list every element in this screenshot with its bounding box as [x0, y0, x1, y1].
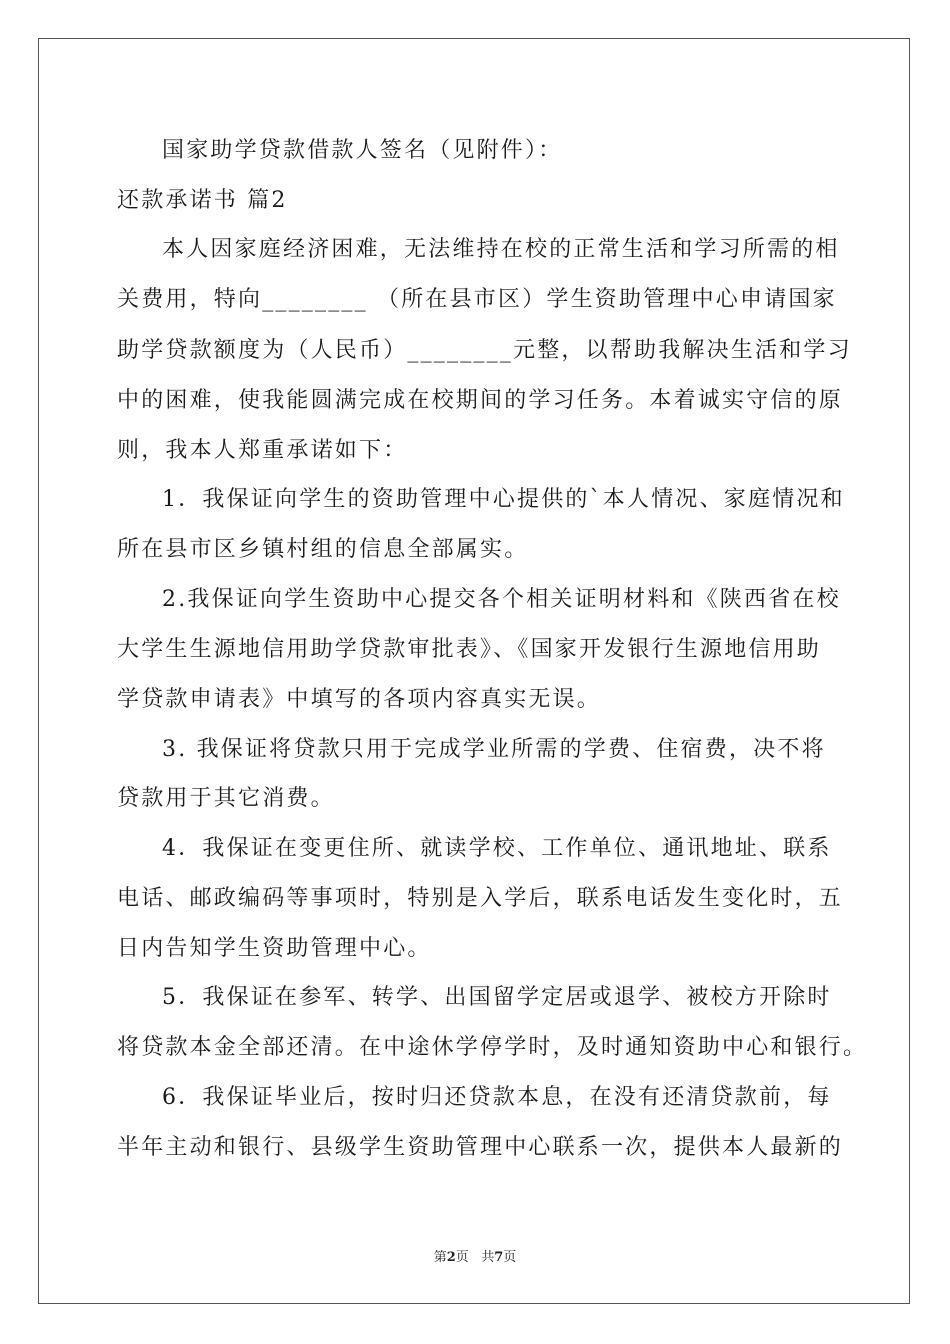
page-footer [0, 1246, 950, 1265]
paragraph-line: 日内告知学生资助管理中心。 [117, 936, 432, 961]
paragraph-line: 学贷款申请表》中填写的各项内容真实无误。 [117, 687, 602, 712]
paragraph-line: 本人因家庭经济困难，无法维持在校的正常生活和学习所需的相 [162, 237, 840, 262]
signature-line: 国家助学贷款借款人签名（见附件）： [162, 138, 563, 163]
paragraph-line: 6．我保证毕业后，按时归还贷款本息，在没有还清贷款前，每 [162, 1085, 832, 1110]
page-border [38, 38, 910, 1304]
page-prefix: 第 [433, 1250, 447, 1265]
paragraph-line: 所在县市区乡镇村组的信息全部属实。 [117, 537, 529, 562]
paragraph-line: 半年主动和银行、县级学生资助管理中心联系一次，提供本人最新的 [117, 1135, 844, 1160]
total-prefix: 共 [481, 1250, 495, 1265]
paragraph-line: 2.我保证向学生资助中心提交各个相关证明材料和《陕西省在校 [162, 587, 841, 612]
paragraph-line: 贷款用于其它消费。 [117, 786, 335, 811]
total-suffix: 页 [503, 1250, 517, 1265]
paragraph-line: 将贷款本金全部还清。在中途休学停学时，及时通知资助中心和银行。 [117, 1035, 868, 1060]
paragraph-line: 中的困难，使我能圆满完成在校期间的学习任务。本着诚实守信的原 [117, 388, 844, 413]
paragraph-line: 关费用，特向________ （所在县市区）学生资助管理中心申请国家 [117, 287, 837, 312]
total-pages: 7 [494, 1250, 504, 1265]
paragraph-line: 电话、邮政编码等事项时，特别是入学后，联系电话发生变化时，五 [117, 886, 844, 911]
paragraph-line: 助学贷款额度为（人民币）________元整，以帮助我解决生活和学习 [117, 338, 852, 363]
paragraph-line: 5．我保证在参军、转学、出国留学定居或退学、被校方开除时 [162, 985, 832, 1010]
page-number: 2 [446, 1250, 456, 1265]
paragraph-line: 1．我保证向学生的资助管理中心提供的`本人情况、家庭情况和 [162, 487, 845, 512]
paragraph-line: 3. 我保证将贷款只用于完成学业所需的学费、住宿费，决不将 [162, 737, 826, 762]
paragraph-line: 大学生生源地信用助学贷款审批表》、《国家开发银行生源地信用助 [117, 637, 822, 662]
section-title: 还款承诺书 篇2 [117, 188, 288, 213]
page-suffix: 页 [455, 1250, 469, 1265]
paragraph-line: 则，我本人郑重承诺如下： [117, 438, 408, 463]
paragraph-line: 4．我保证在变更住所、就读学校、工作单位、通讯地址、联系 [162, 836, 832, 861]
